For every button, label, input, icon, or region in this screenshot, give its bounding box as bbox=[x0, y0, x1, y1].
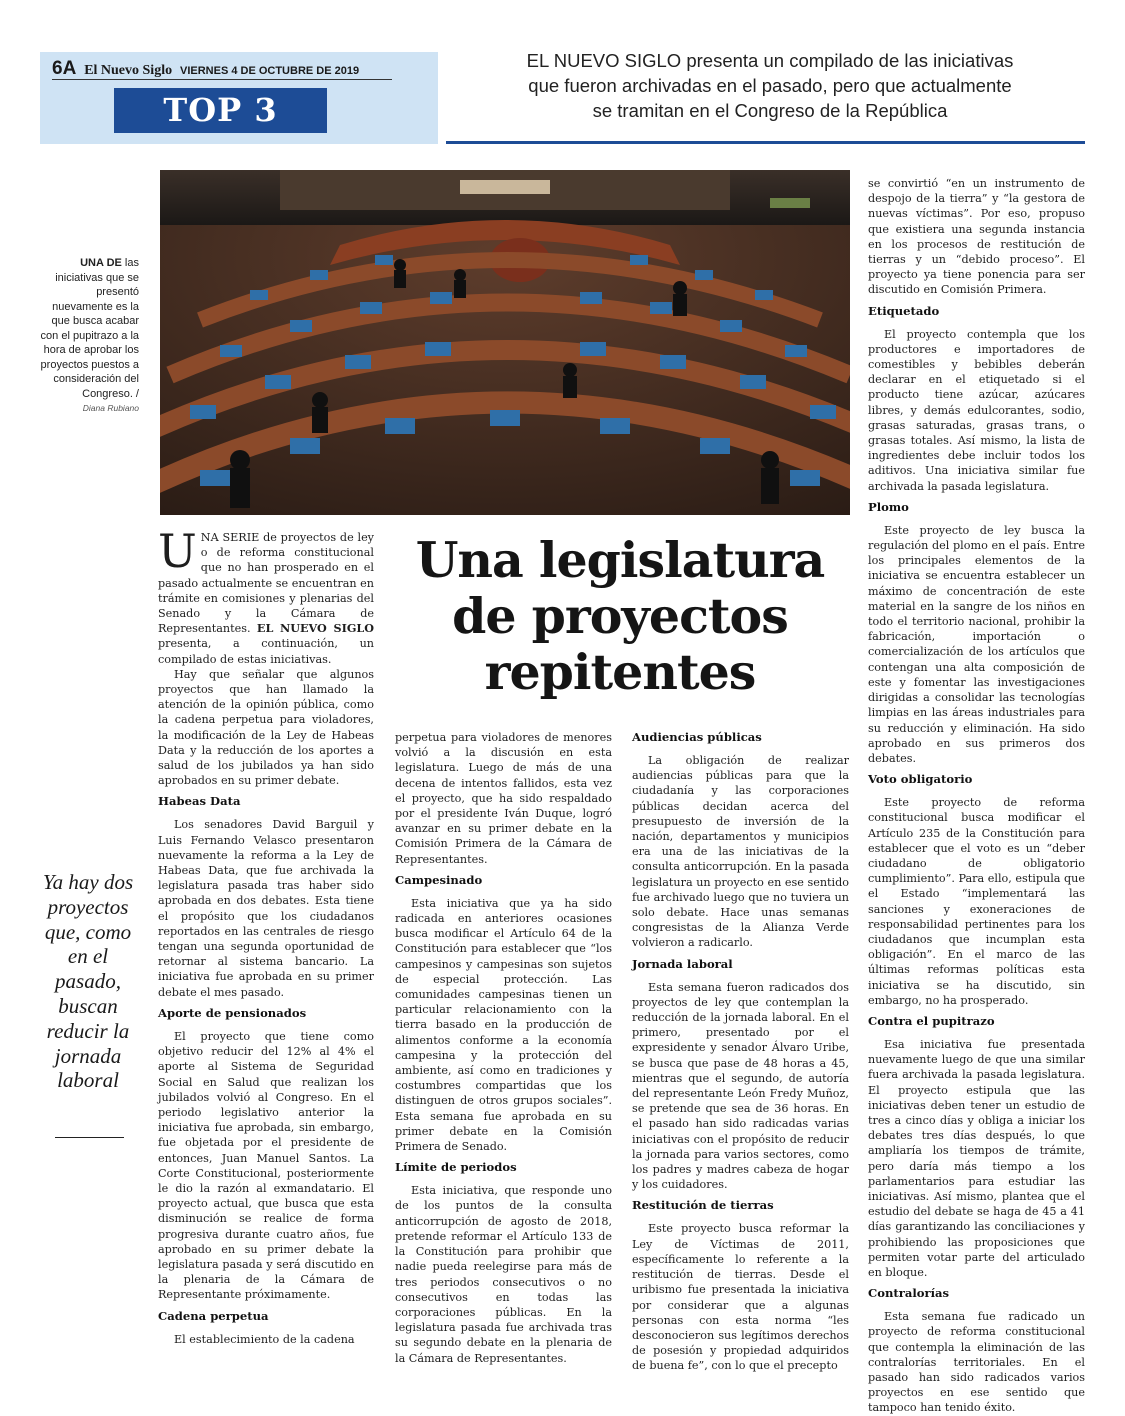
subhead-aporte-pensionados: Aporte de pensionados bbox=[158, 1005, 307, 1020]
issue-date: VIERNES 4 DE OCTUBRE DE 2019 bbox=[179, 65, 360, 77]
paragraph: perpetua para violadores de menores volvió a la discusión en esta legislatura. Luego de más de una decena de intentos fallidos, esta vez el proyecto, que ha sido respaldado por el presidente Iván Duque, logró avanzar en su primer debate en la Comisión Primera de la Cámara de Representantes. bbox=[395, 731, 612, 866]
article-column-2 bbox=[395, 730, 612, 1366]
subhead-plomo: Plomo bbox=[868, 499, 909, 514]
paragraph: Esta semana fue radicado un proyecto de reforma constitucional que contempla la eliminación de las contralorías territoriales. En el pasado han sido radicados varios proyectos en ese sentido que tampoco han tenido éxito. bbox=[868, 1310, 1085, 1415]
caption-text: las iniciativas que se presentó nuevamente es la que busca acabar con el pupitrazo a la hora de aprobar los proyectos puestos a consideración del Congreso. / bbox=[40, 257, 139, 400]
lede-text-end: presenta, a continuación, un compilado de estas iniciativas. bbox=[158, 637, 374, 666]
paragraph: Esta semana fueron radicados dos proyectos de ley que contemplan la reducción de la jornada laboral. En el primero, presentado por el expresidente y senador Álvaro Uribe, se busca que pase de 48 horas a 45, mientras que el segundo, de autoría del representante León Fredy Muñoz, se pretende que sea de 36 horas. En el pasado han sido radicadas varias iniciativas con el propósito de reducir la jornada para varios sectores, como los padres y madres cabeza de hogar y los cuidadores. bbox=[632, 980, 849, 1192]
paragraph: La obligación de realizar audiencias públicas para que la ciudadanía y las corporaciones públicas decidan acerca del presupuesto de inversión de la nación, departamentos y municipios era una de las iniciativas de la consulta anticorrupción. En la pasada legislatura un proyecto en ese sentido fue archivado luego que no tuviera un solo debate. Hace unas semanas congresistas de la Alianza Verde volvieron a radicarlo. bbox=[632, 754, 849, 950]
intro-line: EL NUEVO SIGLO presenta un compilado de las iniciativas bbox=[526, 50, 1014, 71]
subhead-etiquetado: Etiquetado bbox=[868, 303, 940, 318]
subhead-restitucion-tierras: Restitución de tierras bbox=[632, 1198, 774, 1213]
pull-quote: Ya hay dos proyectos que, como en el pasado, buscan reducir la jornada laboral bbox=[42, 870, 134, 1093]
folio bbox=[52, 58, 359, 80]
congress-photo bbox=[160, 170, 850, 515]
intro-line: se tramitan en el Congreso de la República bbox=[592, 100, 948, 121]
photo-caption bbox=[40, 256, 139, 416]
lede-caps: NA SERIE bbox=[200, 531, 260, 544]
photo-credit: Diana Rubiano bbox=[82, 403, 139, 413]
paragraph: Este proyecto busca reformar la Ley de Víctimas de 2011, específicamente lo referente a la restitución de tierras. Desde el uribismo fue presentada la iniciativa por considerar que a algunas personas con esta norma “les desconocieron sus legítimos derechos de posesión y propiedad adquiridos de buena fe”, con lo que el precepto bbox=[632, 1222, 849, 1373]
page-number: 6A bbox=[52, 58, 77, 79]
headline: Una legislatura de proyectos repitentes bbox=[415, 531, 825, 701]
congress-chamber-illustration bbox=[160, 170, 850, 515]
subhead-limite-periodos: Límite de periodos bbox=[395, 1160, 517, 1175]
paragraph: Esta iniciativa que ya ha sido radicada en anteriores ocasiones busca modificar el Artículo 64 de la Constitución para establecer que “los campesinos y campesinas son sujetos de especial protección. Las comunidades campesinas tienen un particular relacionamiento con la tierra basado en la producción de alimentos conforme a la economía campesina y la protección del ambiente, así como en tradiciones y costumbres compartidas que los distinguen de otros grupos sociales”. Esta semana fue aprobada en su primer debate en la Comisión Primera de Senado. bbox=[395, 896, 612, 1154]
paragraph: El establecimiento de la cadena bbox=[174, 1332, 355, 1346]
intro-deck bbox=[455, 48, 1085, 123]
paragraph: Esa iniciativa fue presentada nuevamente luego de que una similar fuera archivada la pasada legislatura. El proyecto estipula que las iniciativas deben tener un estudio de tres a cinco días y obliga a iniciar los debates tres días después, lo que ampliaría los tiempos de trámite, pero daría más tiempo a los parlamentarios para estudiar las iniciativas. Así mismo, plantea que el estudio del debate se haga de 45 a 41 días garantizando las conciliaciones y prohibiendo las proposiciones que permiten votar parte del articulado en bloque. bbox=[868, 1037, 1085, 1279]
article-column-4 bbox=[868, 176, 1085, 1416]
paragraph: Hay que señalar que algunos proyectos que han llamado la atención de la opinión pública, como la cadena perpetua para violadores, la modificación de la Ley de Habeas Data y la reducción de los aportes a salud de los jubilados ya han sido aprobados en su primer debate. bbox=[158, 667, 374, 788]
subhead-contra-pupitrazo: Contra el pupitrazo bbox=[868, 1013, 995, 1028]
intro-line: que fueron archivadas en el pasado, pero que actualmente bbox=[528, 75, 1012, 96]
subhead-jornada-laboral: Jornada laboral bbox=[632, 956, 733, 971]
subhead-audiencias-publicas: Audiencias públicas bbox=[632, 730, 762, 744]
lede-publication: EL NUEVO SIGLO bbox=[256, 621, 374, 636]
caption-lead: UNA DE bbox=[80, 257, 122, 269]
pull-quote-rule bbox=[55, 1137, 124, 1138]
article-column-3 bbox=[632, 730, 849, 1374]
drop-cap: U bbox=[158, 524, 197, 578]
intro-rule bbox=[446, 141, 1085, 144]
paragraph: El proyecto contempla que los productores e importadores de comestibles y bebibles deberán declarar en el etiquetado si el producto tiene azúcar, azúcares libres, y demás edulcorantes, sodio, grasas saturadas, grasas trans, o grasas totales. Así mismo, la lista de ingredientes debe incluir todos los aditivos. Una iniciativa similar fue archivada la pasada legislatura. bbox=[868, 327, 1085, 493]
section-label: TOP 3 bbox=[114, 88, 327, 133]
paragraph: se convirtió “en un instrumento de despojo de la tierra” y “la gestora de nuevas víctimas”. Por eso, propuso que existiera una segunda instancia en los procesos de restitución de tierras y un “debido proceso”. El proyecto ya tiene ponencia para ser discutido en Comisión Primera. bbox=[868, 177, 1085, 297]
paragraph: Esta iniciativa, que responde uno de los puntos de la consulta anticorrupción de agosto de 2018, pretende reformar el Artículo 133 de la Constitución para prohibir que nadie pueda reelegirse para más de tres periodos consecutivos o no consecutivos en todas las corporaciones públicas. En la legislatura pasada fue archivada tras su segundo debate en la plenaria de la Cámara de Representantes. bbox=[395, 1184, 612, 1365]
publication-name: El Nuevo Siglo bbox=[84, 63, 173, 78]
folio-rule bbox=[52, 79, 392, 80]
paragraph: El proyecto que tiene como objetivo reducir del 12% al 4% el aporte al Sistema de Seguridad Social en Salud que realizan los jubilados volvió al Congreso. En el periodo legislativo anterior la iniciativa fue aprobada, sin embargo, fue objetada por el presidente de entonces, Juan Manuel Santos. La Corte Constitucional, posteriormente le dio la razón al exmandatario. El proyecto actual, que busca que esta disminución se realice de forma progresiva durante cuatro años, fue aprobado en su primer debate la legislatura pasada y será discutido en la plenaria de la Cámara de Representante próximamente. bbox=[158, 1029, 374, 1302]
subhead-cadena-perpetua: Cadena perpetua bbox=[158, 1308, 269, 1323]
article-column-1 bbox=[158, 524, 375, 1347]
lede-text: de proyectos de ley o de reforma constitucional que no han prosperado en el pasado actualmente se encuentran en trámite en comisiones y plenarias del Senado y la Cámara de Representantes. bbox=[158, 531, 375, 636]
subhead-campesinado: Campesinado bbox=[395, 872, 483, 887]
subhead-voto-obligatorio: Voto obligatorio bbox=[868, 772, 973, 787]
lede-paragraph bbox=[158, 524, 375, 667]
paragraph: Los senadores David Barguil y Luis Fernando Velasco presentaron nuevamente la reforma a la Ley de Habeas Data, que fue archivada la legislatura pasada tras haber sido aprobada en dos debates. Esta tiene el propósito que los ciudadanos reportados en las centrales de riesgo tengan una segunda oportunidad de retornar al sistema bancario. La iniciativa fue aprobada en su primer debate el mes pasado. bbox=[158, 818, 374, 999]
paragraph: Este proyecto de reforma constitucional busca modificar el Artículo 235 de la Constitución para establecer que el voto es un “deber ciudadano de obligatorio cumplimiento”. Para ello, estipula que el Estado “implementará las sanciones y exoneraciones de responsabilidad pertinentes para los ciudadanos que incumplan esta obligación”. En el marco de las últimas reformas políticas esta iniciativa se ha discutido, sin embargo, no ha prosperado. bbox=[868, 796, 1085, 1007]
subhead-habeas-data: Habeas Data bbox=[158, 794, 241, 809]
subhead-contralorias: Contralorías bbox=[868, 1286, 950, 1301]
paragraph: Este proyecto de ley busca la regulación del plomo en el país. Entre los principales elementos de la iniciativa se encuentra establecer un máximo de concentración de este material en la sangre de los niños en todo el territorio nacional, prohibir la fabricación, importación o comercialización de los artículos que contengan una alta composición de este y fomentar las investigaciones dirigidas a consolidar las tecnologías limpias en las áreas industriales para su reducción y eliminación. Ha sido aprobado en sus primeros dos debates. bbox=[868, 523, 1085, 765]
